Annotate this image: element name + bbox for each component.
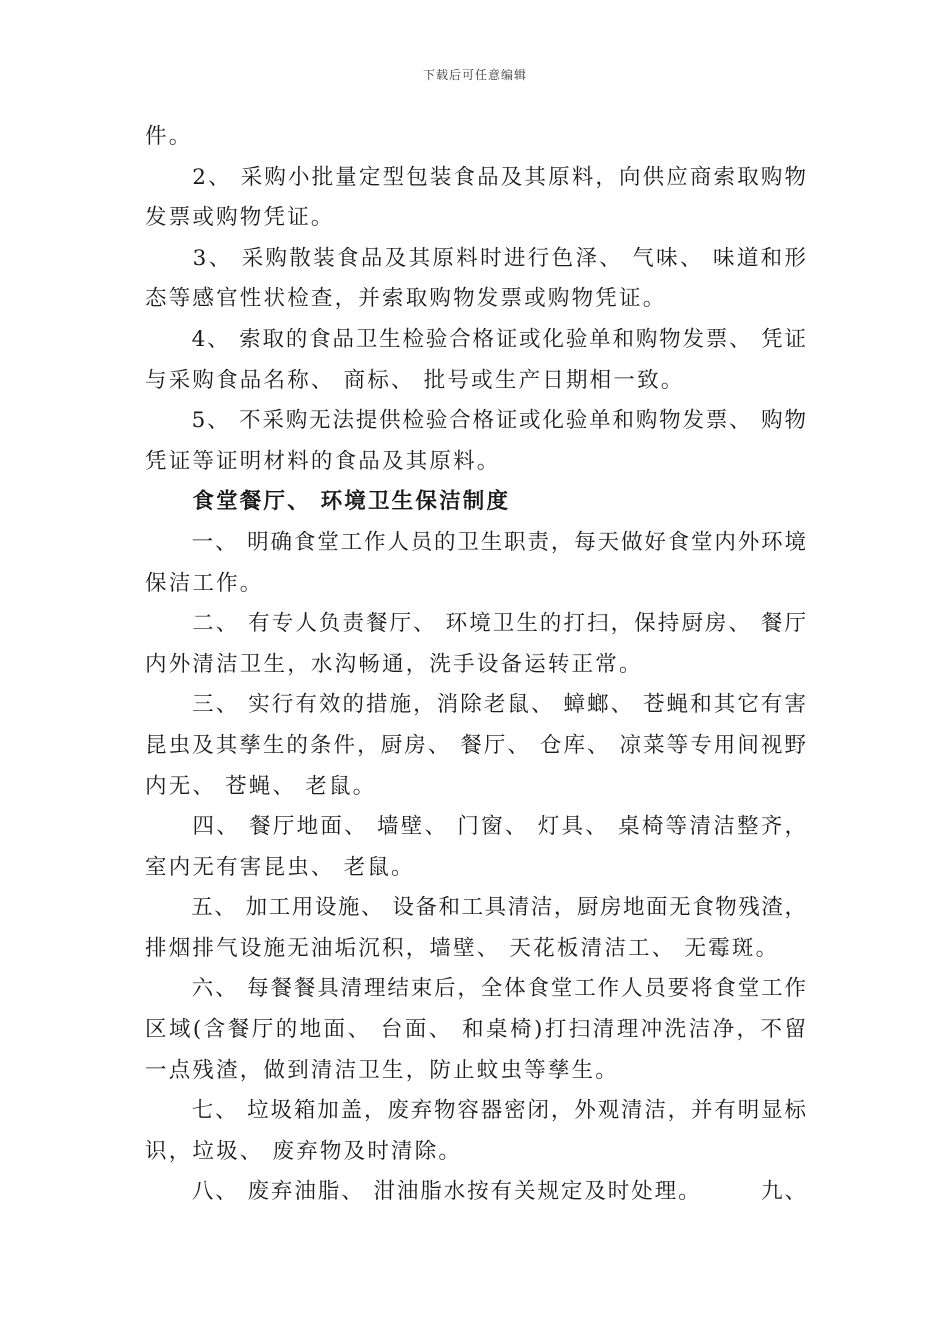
text-line: 2、 采购小批量定型包装食品及其原料，向供应商索取购物 — [145, 164, 807, 190]
document-body — [145, 117, 807, 1213]
text-line: 七、 垃圾箱加盖，废弃物容器密闭，外观清洁，并有明显标 — [145, 1098, 807, 1124]
text-line: 室内无有害昆虫、 老鼠。 — [145, 854, 415, 880]
text-line: 3、 采购散装食品及其原料时进行色泽、 气味、 味道和形 — [145, 245, 807, 271]
text-line: 与采购食品名称、 商标、 批号或生产日期相一致。 — [145, 367, 685, 393]
text-line: 态等感官性状检查，并索取购物发票或购物凭证。 — [145, 286, 667, 312]
text-line: 一、 明确食堂工作人员的卫生职责，每天做好食堂内外环境 — [145, 529, 807, 555]
text-line: 一点残渣，做到清洁卫生，防止蚊虫等孳生。 — [145, 1057, 620, 1083]
text-line: 昆虫及其孳生的条件，厨房、 餐厅、 仓库、 凉菜等专用间视野 — [145, 732, 807, 758]
text-line: 4、 索取的食品卫生检验合格证或化验单和购物发票、 凭证 — [145, 326, 807, 352]
text-line: 发票或购物凭证。 — [145, 205, 335, 231]
section-heading: 食堂餐厅、 环境卫生保洁制度 — [145, 489, 511, 515]
text-line: 保洁工作。 — [145, 570, 264, 596]
text-line: 内外清洁卫生，水沟畅通，洗手设备运转正常。 — [145, 651, 643, 677]
text-line: 六、 每餐餐具清理结束后，全体食堂工作人员要将食堂工作 — [145, 976, 807, 1002]
text-line: 四、 餐厅地面、 墙壁、 门窗、 灯具、 桌椅等清洁整齐， — [145, 814, 807, 840]
text-line: 凭证等证明材料的食品及其原料。 — [145, 448, 501, 474]
text-line: 区域(含餐厅的地面、 台面、 和桌椅)打扫清理冲洗洁净，不留 — [145, 1017, 807, 1043]
text-line: 识，垃圾、 废弃物及时清除。 — [145, 1138, 463, 1164]
text-line: 5、 不采购无法提供检验合格证或化验单和购物发票、 购物 — [145, 408, 807, 434]
text-line: 八、 废弃油脂、 泔油脂水按有关规定及时处理。 九、 — [145, 1179, 807, 1205]
text-line: 二、 有专人负责餐厅、 环境卫生的打扫，保持厨房、 餐厅 — [145, 611, 807, 637]
text-line: 排烟排气设施无油垢沉积，墙壁、 天花板清洁工、 无霉斑。 — [145, 935, 780, 961]
page-header: 下载后可任意编辑 — [422, 68, 527, 82]
text-line: 三、 实行有效的措施，消除老鼠、 蟑螂、 苍蝇和其它有害 — [145, 692, 807, 718]
text-line: 内无、 苍蝇、 老鼠。 — [145, 773, 377, 799]
text-line: 件。 — [145, 124, 193, 149]
text-line: 五、 加工用设施、 设备和工具清洁，厨房地面无食物残渣， — [145, 895, 807, 921]
